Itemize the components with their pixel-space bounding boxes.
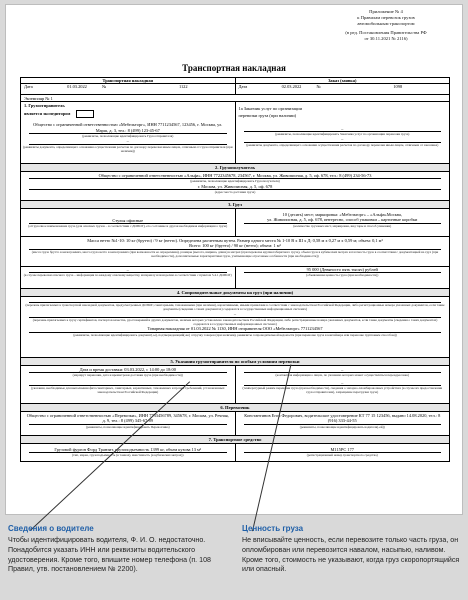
shipper-title: 1. Грузоотправитель [24, 103, 65, 108]
hazard-value: – [126, 267, 129, 272]
receiver-caption: (реквизиты, позволяющие идентифицировать Грузополучателя) [190, 179, 280, 184]
driver-note-text: Чтобы идентифицировать водителя, Ф. И. О. недостаточно. Понадобится указать ИНН или реквизиты водительского удостоверения. Кроме того, впишите номер телефона (п. 108 Правил, утв. постановлением № 2200). [8, 536, 211, 574]
shipper-block [21, 102, 235, 163]
number-value: 1122 [178, 84, 188, 90]
hazard-block [21, 267, 235, 288]
customer-value: – [341, 125, 344, 131]
copy-number: Экземпляр № 1 [24, 96, 53, 101]
section-6 [21, 411, 449, 435]
cargo-packaging: ул. Живописная, д. 5, оф. 678, интересно, способ упаковки – картонные коробки [267, 217, 418, 223]
plate-block [235, 444, 450, 461]
header-right-label: Заказ (заявка) [236, 78, 450, 84]
customer-caption: (реквизиты, позволяющие идентифицировать Заказчика услуг по организации перевозки груза) [275, 132, 410, 137]
copy-number-row [21, 94, 449, 101]
vehicle-caption: (тип, марка, грузоподъемность (в тоннах), вместимость (в кубических метрах)) [72, 453, 184, 458]
appendix-line: (в ред. Постановления Правительства РФ [345, 29, 427, 35]
header-left-label: Транспортная накладная [21, 78, 235, 84]
cargo-value-row [21, 266, 449, 288]
section-6-title: 6. Перевозчик [21, 403, 449, 411]
certificates-value: – [233, 311, 237, 317]
vehicle-details: Грузовой фургон Форд Транзит, грузоподъемность 1399 кг, объем кузова 13 м³ [54, 447, 202, 452]
documents-caption: (перечень прилагаемых к транспортной накладной документов, предусмотренных ДОПОГ, санитарными, таможенными (при наличии), карантинными, иными правилами в соответствии с законодательством Российской Федерации, либо регистрационные номера указанных документов, если такие документы (сведения о таких документах) содержатся в государственных информационных системах) [25, 303, 445, 312]
cargo-places-caption: (количество грузовых мест, маркировка, вид тары и способ упаковки) [293, 223, 392, 228]
customer-doc-value: – [341, 136, 344, 142]
expeditor-label: является экспедитором [24, 111, 71, 117]
driver-caption: (реквизиты, позволяющие идентифицировать водителя(-ей)) [299, 424, 385, 429]
annotations [0, 520, 468, 600]
appendix-note [316, 9, 456, 42]
appendix-line: от 30.11.2021 № 2116) [364, 35, 408, 41]
expeditor-checkbox[interactable] [76, 110, 94, 118]
order-date-label: Дата [238, 84, 248, 90]
carrier-details: Общество с ограниченной ответственностью «Перевозки», ИНН 7733456789, 345678, г. Москва, ул. Речная, д. 9, тел.: 8 (499) 345-67-89 [26, 413, 229, 424]
requirements-caption: (указания, необходимые для выполнения фитосанитарных, санитарных, карантинных, таможенных и прочих требований, установленных законодательством Российской Федерации) [31, 385, 225, 394]
cargo-places: 10 (десять) мест; маркировка: «Мебельторг» – «Альфа»Москва, [282, 212, 402, 217]
header-right [235, 78, 450, 94]
section-4-title: 4. Сопроводительные документы на груз (при наличии) [21, 288, 449, 296]
delivery-address: г. Москва, ул. Живописная, д. 5, оф. 678 [197, 183, 273, 189]
temperature-caption: (температурный режим перевозки груза (при необходимости), сведения о запорно-пломбировочных устройствах (в случае их предоставления грузоотправителем), запрещение перегрузки груза) [242, 386, 443, 395]
customer-title-2: перевозки груза (при наличии) [238, 113, 297, 119]
vehicle-block [21, 444, 235, 461]
driver-note-title: Сведения о водителе [8, 524, 94, 533]
temperature-value: – [341, 379, 344, 385]
cargo-name-caption: (отгрузочное наименование груза (для опасных грузов – в соответствии с ДОПОГ), его состояние и другая необходимая информация о грузе) [28, 224, 228, 229]
value-note-title: Ценность груза [242, 524, 304, 533]
expeditor-line [21, 109, 235, 119]
customer-block [235, 102, 450, 163]
cargo-places-block [235, 209, 450, 236]
header-right-values [236, 84, 450, 89]
header-row [21, 78, 449, 94]
cargo-name-block [21, 209, 235, 236]
cargo-mass-row [21, 236, 449, 266]
invoice-caption: (реквизиты, позволяющие идентифицировать документ(-ы), подтверждающий(-ие) отгрузку товаров (при наличии), реквизиты сопроводительной ведомости (при перевозке груза в контейнере или перевозке групповым способом)) [73, 332, 397, 337]
driver-block [235, 412, 450, 435]
customer-title: 1а Заказчик услуг по организации [238, 106, 302, 111]
value-note-text: Не вписывайте ценность, если перевозите только часть груза, он опломбирован или перевозится навалом, насыпью, наливом. Кроме того, стоимость не указывают, когда груз скоропортящийся или опасный. [242, 536, 460, 574]
section-2-title: 2. Грузополучатель [21, 163, 449, 171]
cargo-total: Всего: 100 кг (брутто) / 90 кг (нетто); объем: 1 м³ [189, 243, 281, 249]
appendix-line: автомобильным транспортом [357, 21, 415, 27]
number-label: № [102, 84, 107, 90]
document-title: Транспортная накладная [182, 63, 286, 73]
carrier-caption: (реквизиты, позволяющие идентифицировать Перевозчика) [85, 424, 170, 429]
date-value: 01.03.2022 [67, 84, 87, 90]
receiver-details: Общество с ограниченной ответственностью «Альфа», ИНН 7722345678, 234567, г. Москва, ул. Живописная, д. 5, оф. 678, тел.: 8 (499) 234-56-73 [98, 173, 372, 178]
declared-value: 95 000 (Девяносто пять тысяч) рублей [306, 267, 378, 272]
shipper-doc-value: – [126, 138, 129, 144]
value-note [242, 524, 462, 575]
carrier-block [21, 412, 235, 435]
appendix-line: к Правилам перевозок грузов [357, 15, 415, 21]
section-1 [21, 101, 449, 163]
declared-value-caption: (объявленная ценность груза (при необходимости)) [306, 273, 379, 278]
waybill-sheet [5, 4, 463, 515]
section-2 [21, 171, 449, 200]
certificates-caption: (перечень прилагаемых к грузу сертификатов, паспортов качества, удостоверений и других документов, наличие которых установлено законодательством Российской Федерации, либо регистрационные номера указанных документов, если такие документы (сведения о таких документах) содержатся в государственных информационных системах) [32, 317, 438, 327]
shipper-caption: (реквизиты, позволяющие идентифицировать Грузоотправителя) [82, 134, 174, 139]
shipper-details: Общество с ограниченной ответственностью «Мебельторг», ИНН 7711234567, 123456, г. Москва, ул. Марш, д. 3, тел.: 8 (499) 123-45-67 [33, 122, 223, 133]
date-label: Дата [24, 84, 33, 90]
shipper-doc-caption: (реквизиты документа, определяющего основания осуществления расчетов по договору перевозки иным лицом, отличным от грузоотправителя (при наличии)) [23, 144, 233, 154]
driver-details: Константинов Егор Федорович, водительское удостоверение КТ 77 15 123456, выдано 14.08.2020, тел.: 8 (916) 333-44-55 [244, 413, 441, 424]
section-7-title: 7. Транспортное средство [21, 435, 449, 443]
appendix-line: Приложение № 4 [369, 9, 403, 14]
section-3-title: 3. Груз [21, 200, 449, 208]
section-5 [21, 365, 449, 403]
order-number-value: 1098 [393, 84, 403, 90]
order-date-value: 02.03.2022 [281, 84, 302, 90]
driver-note [8, 524, 234, 575]
cargo-mass-caption: (масса груза брутто в килограммах, масса груза нетто в килограммах (при возможности ее определения), размеры (высота, ширина, длина) в метрах (при перевозке крупногабаритного груза), объем груза в кубических метрах и плотность груза в соответствии с документацией на груз (при необходимости), дополнительные характеристики груза, учитывающие отраслевые особенности (при необходимости)) [31, 249, 439, 259]
address-caption: (адрес места доставки груза) [214, 190, 256, 195]
hazard-caption: (в случае перевозки опасного груза – информация по каждому опасному веществу, материалу или изделию в соответствии с пунктом 5.4.1 ДОПОГ) [23, 273, 232, 278]
cargo-name: Стулья офисные [112, 218, 144, 223]
readdress-caption: (контактная информация о лицах, по указанию которых может осуществляться переадресовка) [275, 373, 409, 378]
delivery-time-caption: (маршрут перевозки, дата и время/сроки доставки груза (при необходимости)) [72, 373, 183, 378]
invoice-details: Товарная накладная от 01.03.2022 № 1130, ИНН отправителя ООО «Мебельторг» 7711234567 [147, 326, 323, 332]
header-left [21, 78, 235, 94]
plate-caption: (регистрационный номер транспортного средства) [306, 453, 378, 458]
waybill-form [20, 77, 450, 462]
readdress-block [235, 366, 450, 403]
section-7 [21, 443, 449, 461]
readdress-value: – [341, 367, 344, 372]
delivery-time: Дата и время доставки: 03.03.2022, с 14:00 до 18:00 [79, 367, 176, 372]
cargo-mass: Масса нетто №1-10: 10 кг (брутто) / 9 кг (нетто). Определена расчетным путем. Размер одного места № 1-10 В х Ш х Д: 0,58 м х 0,27 м х 0,59 м; объем: 0,1 м³ [87, 238, 383, 243]
customer-doc-caption: (реквизиты документа, определяющего основания осуществления расчетов по договору перевозки иным лицом, отличным от заказчика) [246, 142, 439, 147]
declared-value-block [235, 267, 450, 288]
order-number-label: № [316, 84, 321, 90]
header-left-values [21, 84, 235, 89]
cargo-row [21, 208, 449, 236]
section-4 [21, 296, 449, 357]
route-block [21, 366, 235, 403]
section-5-title: 5. Указания грузоотправителя по особым условиям перевозки [21, 357, 449, 365]
plate-number: М115РС 177 [330, 447, 354, 452]
